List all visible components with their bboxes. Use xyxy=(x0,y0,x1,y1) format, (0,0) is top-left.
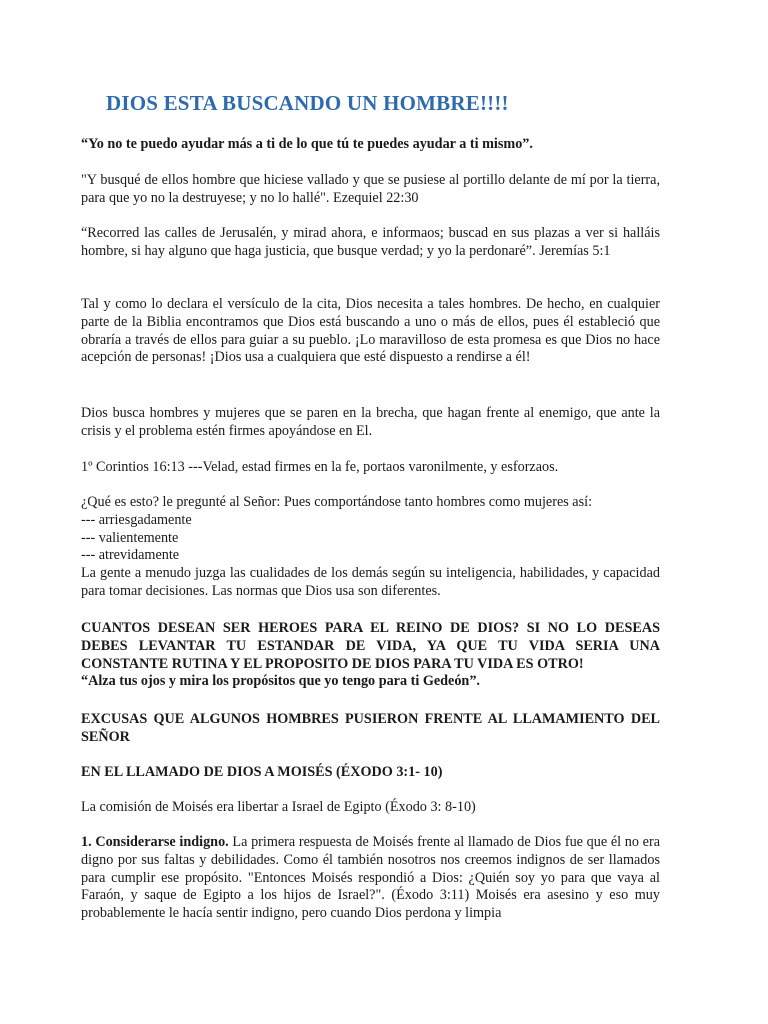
llamado-heading: EN EL LLAMADO DE DIOS A MOISÉS (ÉXODO 3:1- 10) xyxy=(81,764,443,780)
page-title: DIOS ESTA BUSCANDO UN HOMBRE!!!! xyxy=(106,91,509,115)
section-heroes xyxy=(81,620,660,691)
point-1-label: 1. Considerarse indigno. xyxy=(81,834,229,850)
gedeon-quote: “Alza tus ojos y mira los propósitos que yo tengo para ti Gedeón”. xyxy=(81,673,480,690)
question-line: ¿Qué es esto? le pregunté al Señor: Pues comportándose tanto hombres como mujeres así: xyxy=(81,494,593,510)
paragraph-corintios: 1º Corintios 16:13 ---Velad, estad firmes en la fe, portaos varonilmente, y esforzaos. xyxy=(81,459,559,475)
excusas-heading: EXCUSAS QUE ALGUNOS HOMBRES PUSIERON FRENTE AL LLAMAMIENTO DEL SEÑOR xyxy=(81,711,660,745)
point-1-paragraph xyxy=(81,834,660,923)
paragraph-normas: La gente a menudo juzga las cualidades de los demás según su inteligencia, habilidades, y capacidad para tomar decisiones. Las normas que Dios usa son diferentes. xyxy=(81,565,660,599)
paragraph-ezequiel: "Y busqué de ellos hombre que hiciese vallado y que se pusiese al portillo delante de mí por la tierra, para que yo no la destruyese; y no lo hallé". Ezequiel 22:30 xyxy=(81,172,660,206)
list-item: --- atrevidamente xyxy=(81,547,180,564)
main-quote: “Yo no te puedo ayudar más a ti de lo que tú te puedes ayudar a ti mismo”. xyxy=(81,136,533,152)
list-item: --- valientemente xyxy=(81,529,179,546)
heroes-heading: CUANTOS DESEAN SER HEROES PARA EL REINO DE DIOS? SI NO LO DESEAS DEBES LEVANTAR TU ESTANDAR DE VIDA, YA QUE TU VIDA SERIA UNA CONSTANTE RUTINA Y EL PROPOSITO DE DIOS PARA TU VIDA ES OTRO! xyxy=(81,620,660,672)
paragraph-brecha: Dios busca hombres y mujeres que se paren en la brecha, que hagan frente al enemigo, que ante la crisis y el problema estén firmes apoyándose en El. xyxy=(81,405,660,439)
section-comportamiento xyxy=(81,494,660,601)
point-1-text: La primera respuesta de Moisés frente al llamado de Dios fue que él no era digno por sus faltas y debilidades. Como él también nosotros nos creemos indignos de ser llamados para cumplir ese propósito. "Entonces Moisés respondió a Dios: ¿Quién soy yo para que vaya al Faraón, y saque de Egipto a los hijos de Israel?". (Éxodo 3:11) Moisés era asesino y eso muy probablemente le hacía sentir indigno, pero cuando Dios perdona y limpia xyxy=(81,834,660,922)
list-item: --- arriesgadamente xyxy=(81,511,192,528)
comision-paragraph: La comisión de Moisés era libertar a Israel de Egipto (Éxodo 3: 8-10) xyxy=(81,799,476,815)
paragraph-versiculo: Tal y como lo declara el versículo de la cita, Dios necesita a tales hombres. De hecho, en cualquier parte de la Biblia encontramos que Dios está buscando a uno o más de ellos, pues él estableció que obraría a través de ellos para guiar a su pueblo. ¡Lo maravilloso de esta promesa es que Dios no hace acepción de personas! ¡Dios usa a cualquiera que esté dispuesto a rendirse a él! xyxy=(81,296,660,366)
paragraph-jeremias: “Recorred las calles de Jerusalén, y mirad ahora, e informaos; buscad en sus plazas a ver si halláis hombre, si hay alguno que haga justicia, que busque verdad; y yo la perdonaré”. Jeremías 5:1 xyxy=(81,225,660,259)
